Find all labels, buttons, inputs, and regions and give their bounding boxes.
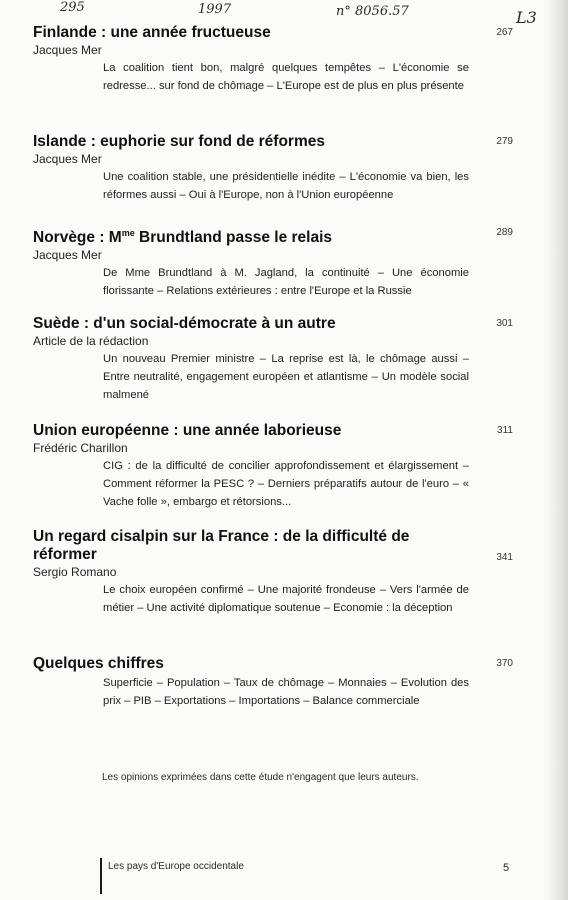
entry-title: Suède : d'un social-démocrate à un autre [33,315,336,332]
handwritten-note: n° 8056.57 [336,4,409,19]
entry-title: Union européenne : une année laborieuse [33,422,342,439]
entry-summary: Superficie – Population – Taux de chômage – Monnaies – Evolution des prix – PIB – Exportations – Importations – Balance commerciale [103,677,469,707]
entry-page-number: 341 [496,552,513,563]
footer-series-title: Les pays d'Europe occidentale [108,861,244,872]
toc-entry [33,133,523,204]
entry-page-number: 267 [496,27,513,38]
handwritten-note: L3 [516,8,537,27]
entry-page-number: 289 [496,227,513,238]
entry-summary: La coalition tient bon, malgré quelques tempêtes – L'économie se redresse... sur fond de chômage – L'Europe est de plus en plus présente [103,62,469,92]
toc-entry [33,315,523,404]
disclaimer-text: Les opinions exprimées dans cette étude n'engagent que leurs auteurs. [102,772,419,783]
toc-entry [33,24,523,95]
footer-rule [100,858,102,894]
entry-author: Jacques Mer [33,43,102,57]
entry-summary: Un nouveau Premier ministre – La reprise est là, le chômage aussi – Entre neutralité, engagement européen et atlantisme – Un modèle social malmené [103,353,469,401]
entry-page-number: 311 [497,425,513,436]
handwritten-note: 1997 [198,2,232,17]
entry-author: Frédéric Charillon [33,441,128,455]
entry-title: Quelques chiffres [33,655,164,672]
entry-author: Jacques Mer [33,152,102,166]
scan-shadow [546,0,568,900]
entry-title [33,224,473,247]
entry-title: Finlande : une année fructueuse [33,24,271,41]
entry-summary: Le choix européen confirmé – Une majorité frondeuse – Vers l'armée de métier – Une activité diplomatique soutenue – Economie : la déception [103,584,469,614]
entry-title-prefix: Norvège : M [33,229,122,246]
entry-title-superscript: me [121,228,135,238]
entry-author: Jacques Mer [33,248,102,262]
toc-entry [33,655,523,710]
footer-page-number: 5 [503,862,510,874]
entry-author: Sergio Romano [33,565,117,579]
entry-page-number: 301 [496,318,513,329]
entry-title: Islande : euphorie sur fond de réformes [33,133,325,150]
entry-page-number: 279 [496,136,513,147]
entry-page-number: 370 [496,658,513,669]
entry-summary: Une coalition stable, une présidentielle inédite – L'économie va bien, les réformes aussi – Oui à l'Europe, non à l'Union européenne [103,171,469,201]
handwritten-note: 295 [60,0,85,15]
toc-entry [33,224,523,300]
entry-author: Article de la rédaction [33,334,149,348]
toc-entry [33,528,523,617]
entry-summary: De Mme Brundtland à M. Jagland, la continuité – Une économie florissante – Relations extérieures : entre l'Europe et la Russie [103,267,469,297]
entry-title-suffix: Brundtland passe le relais [134,229,332,246]
toc-entry [33,422,523,511]
entry-title: Un regard cisalpin sur la France : de la difficulté de réformer [33,528,410,563]
entry-summary: CIG : de la difficulté de concilier approfondissement et élargissement – Comment réformer la PESC ? – Derniers préparatifs autour de l'euro – « Vache folle », embargo et rétorsions... [103,460,469,508]
